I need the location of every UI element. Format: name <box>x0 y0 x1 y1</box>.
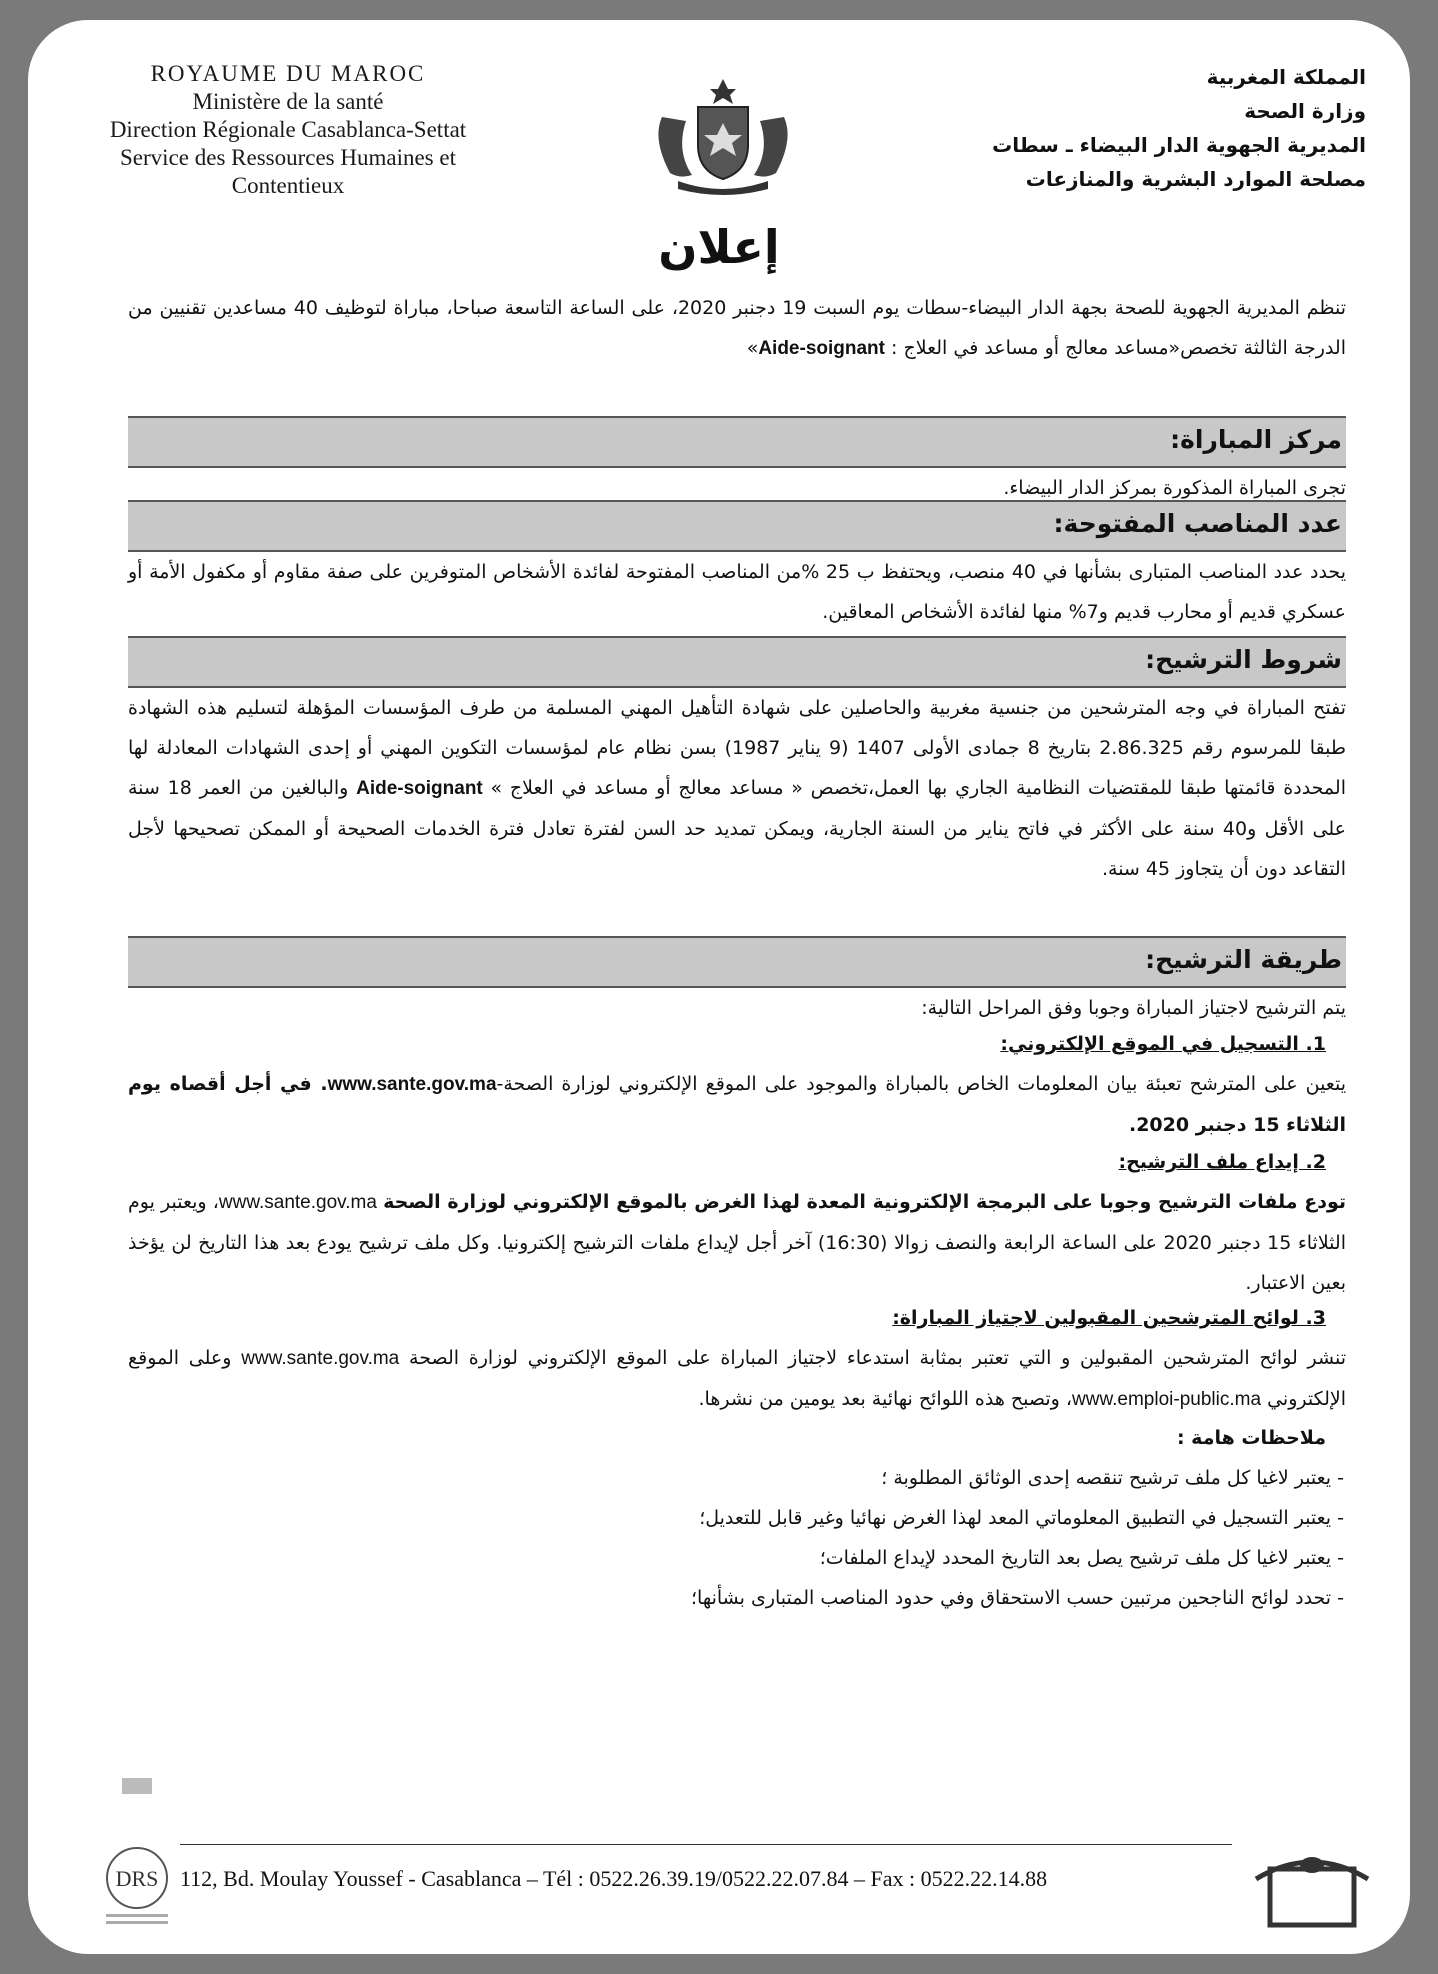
footer-divider <box>180 1844 1232 1845</box>
intro-text: تنظم المديرية الجهوية للصحة بجهة الدار البيضاء-سطات يوم السبت 19 دجنبر 2020، على الساعة التاسعة صباحا، مباراة لتوظيف 40 مساعدين تقنيين من الدرجة الثالثة تخصص«مساعد معالج أو مساعد في العلاج : <box>128 297 1346 359</box>
header-ar-line: وزارة الصحة <box>1244 99 1366 123</box>
note-item: - يعتبر لاغيا كل ملف ترشيح تنقصه إحدى الوثائق المطلوبة ؛ <box>881 1467 1344 1489</box>
note-item: - تحدد لوائح الناجحين مرتبين حسب الاستحقاق وفي حدود المناصب المتبارى بشأنها؛ <box>691 1587 1344 1609</box>
website-link[interactable]: www.emploi-public.ma <box>1072 1389 1262 1410</box>
page-footer <box>28 1754 1410 1954</box>
document-page <box>28 20 1410 1954</box>
step-text-c: ، وتصبح هذه اللوائح نهائية بعد يومين من نشرها. <box>698 1388 1073 1410</box>
conditions-latin-term: Aide-soignant <box>356 778 483 799</box>
step-title: 3. لوائح المترشحين المقبولين لاجتياز المباراة: <box>892 1307 1326 1329</box>
step-text-b: وعلى الموقع الإلكتروني <box>128 1347 1346 1410</box>
header-fr-line: Direction Régionale Casablanca-Settat <box>109 117 467 142</box>
header-french <box>48 60 528 200</box>
step-text <box>128 1064 1346 1142</box>
step-title: 1. التسجيل في الموقع الإلكتروني: <box>1000 1033 1326 1055</box>
step-text-a: تودع ملفات الترشيح وجوبا على البرمجة الإلكترونية المعدة لهذا الغرض بالموقع الإلكتروني لوزارة الصحة <box>383 1191 1346 1213</box>
header-fr-line: Ministère de la santé <box>192 89 384 114</box>
header-ar-line: مصلحة الموارد البشرية والمنازعات <box>1025 167 1366 191</box>
section-conditions-text <box>128 688 1346 936</box>
notes-title: ملاحظات هامة : <box>1176 1427 1326 1449</box>
header-ar-line: المديرية الجهوية الدار البيضاء ـ سطات <box>992 133 1366 157</box>
step-text-a: تنشر لوائح المترشحين المقبولين و التي تعتبر بمثابة استدعاء لاجتياز المباراة على الموقع الإلكتروني لوزارة الصحة <box>409 1347 1346 1369</box>
website-link[interactable]: www.sante.gov.ma <box>241 1348 400 1369</box>
header-ar-line: المملكة المغربية <box>1206 65 1366 89</box>
intro-end: » <box>746 337 759 359</box>
website-link[interactable]: www.sante.gov.ma <box>218 1192 377 1213</box>
section-heading-posts: عدد المناصب المفتوحة: <box>128 500 1346 552</box>
step-text <box>128 1182 1346 1298</box>
conditions-text-b: والبالغين من العمر 18 سنة على الأقل و40 سنة على الأكثر في فاتح يناير من السنة الجارية، ويمكن تمديد حد السن لفترة تعادل فترة الخدمات الصحيحة أو الممكن تصحيحها لأجل التقاعد دون أن يتجاوز 45 سنة. <box>128 777 1346 880</box>
header-arabic <box>946 60 1366 196</box>
header-fr-line: Contentieux <box>231 173 345 198</box>
step-text <box>128 1338 1346 1418</box>
section-posts-text: يحدد عدد المناصب المتبارى بشأنها في 40 منصب، ويحتفظ ب 25 %من المناصب المفتوحة لفائدة الأشخاص المتوفرين على صفة مقاوم أو مكفول الأمة أو عسكري قديم أو محارب قديم و7% منها لفائدة الأشخاص المعاقين. <box>128 561 1346 623</box>
step-title: 2. إيداع ملف الترشيح: <box>1118 1151 1326 1173</box>
section-heading-center: مركز المباراة: <box>128 416 1346 468</box>
conditions-text-a: تفتح المباراة في وجه المترشحين من جنسية مغربية والحاصلين على شهادة التأهيل المهني المسلمة من طرف المؤسسات المؤهلة لتسليم هذه الشهادة طبقا للمرسوم رقم 2.86.325 بتاريخ 8 جمادى الأولى 1407 (9 يناير 1987) بسن نظام عام لمؤسسات التكوين المهني أو إحدى الشهادات المعادلة لها المحددة قائمتها طبقا للمقتضيات النظامية الجاري بها العمل،تخصص « مساعد معالج أو مساعد في العلاج » <box>128 697 1346 799</box>
section-heading-conditions: شروط الترشيح: <box>128 636 1346 688</box>
section-method-intro: يتم الترشيح لاجتياز المباراة وجوبا وفق المراحل التالية: <box>921 997 1346 1019</box>
note-item: - يعتبر التسجيل في التطبيق المعلوماتي المعد لهذا الغرض نهائيا وغير قابل للتعديل؛ <box>699 1507 1344 1529</box>
header-fr-line: ROYAUME DU MAROC <box>150 61 426 86</box>
header-fr-line: Service des Ressources Humaines et <box>120 145 456 170</box>
announcement-body <box>128 288 1346 1618</box>
step-text-a: يتعين على المترشح تعبئة بيان المعلومات الخاص بالمباراة والموجود على الموقع الإلكتروني لوزارة الصحة- <box>496 1073 1346 1095</box>
section-center-text: تجرى المباراة المذكورة بمركز الدار البيضاء. <box>1003 477 1346 499</box>
drs-logo-icon <box>92 1774 182 1934</box>
intro-latin-term: Aide-soignant <box>758 338 885 359</box>
coat-of-arms-icon <box>648 75 798 195</box>
intro-paragraph <box>128 288 1346 416</box>
step-text-b: . في أجل أقصاه يوم الثلاثاء 15 دجنبر 2020. <box>128 1073 1346 1136</box>
section-heading-method: طريقة الترشيح: <box>128 936 1346 988</box>
ministry-mark-icon <box>1252 1849 1372 1929</box>
website-link[interactable]: www.sante.gov.ma <box>327 1074 497 1095</box>
footer-address: 112, Bd. Moulay Youssef - Casablanca – Tél : 0522.26.39.19/0522.22.07.84 – Fax : 0522.22.14.88 <box>180 1866 1048 1891</box>
step-text-b: ، ويعتبر يوم الثلاثاء 15 دجنبر 2020 على الساعة الرابعة والنصف زوالا (16:30) آخر أجل لإيداع ملفات الترشيح إلكترونيا. وكل ملف ترشيح يودع بعد هذا التاريخ لن يؤخذ بعين الاعتبار. <box>128 1191 1346 1294</box>
note-item: - يعتبر لاغيا كل ملف ترشيح يصل بعد التاريخ المحدد لإيداع الملفات؛ <box>819 1547 1344 1569</box>
drs-logo-text: DRS <box>115 1866 159 1891</box>
page-title: إعلان <box>658 220 780 274</box>
